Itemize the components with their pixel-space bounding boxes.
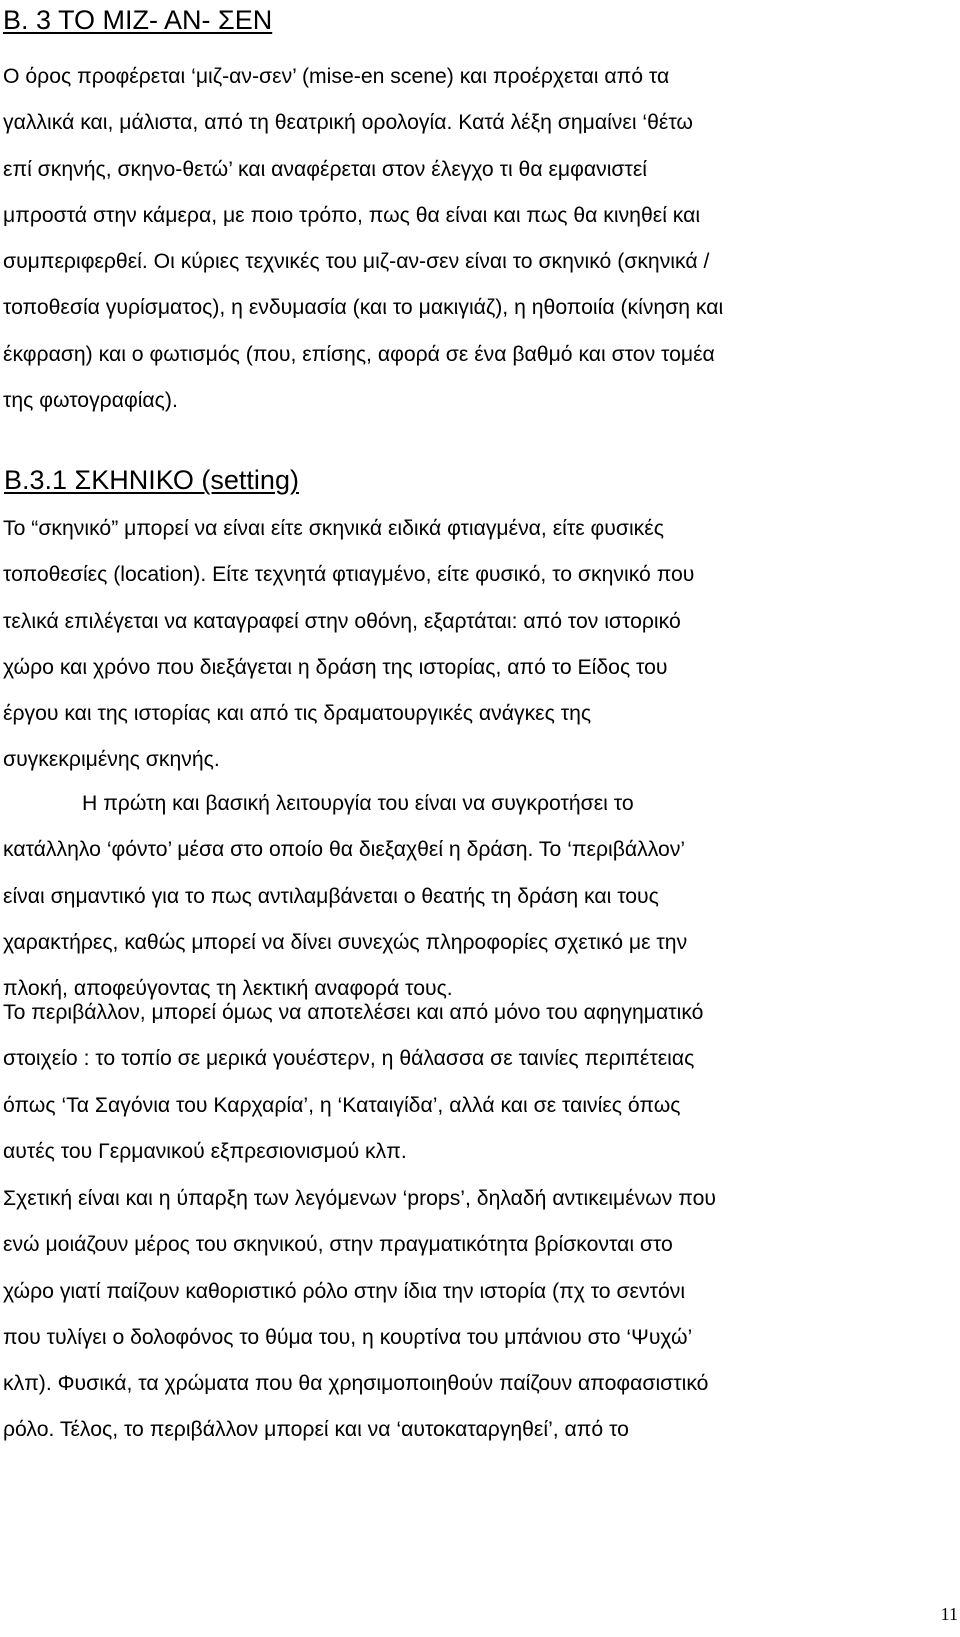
text-line: χώρο και χρόνο που διεξάγεται η δράση της ιστορίας, από το Είδος του bbox=[3, 655, 668, 679]
text-line: στοιχείο : το τοπίο σε μερικά γουέστερν, η θάλασσα σε ταινίες περιπέτειας bbox=[3, 1047, 695, 1071]
text-line: συμπεριφερθεί. Οι κύριες τεχνικές του μιζ-αν-σεν είναι το σκηνικό (σκηνικά / bbox=[3, 250, 710, 274]
text-line: τοποθεσία γυρίσματος), η ενδυμασία (και το μακιγιάζ), η ηθοποιία (κίνηση και bbox=[3, 296, 724, 320]
text-line: τελικά επιλέγεται να καταγραφεί στην οθόνη, εξαρτάται: από τον ιστορικό bbox=[3, 609, 681, 633]
text-line: της φωτογραφίας). bbox=[3, 389, 178, 413]
text-line: Το “σκηνικό” μπορεί να είναι είτε σκηνικά ειδικά φτιαγμένα, είτε φυσικές bbox=[3, 517, 664, 540]
text-line: όπως ‘Τα Σαγόνια του Καρχαρία’, η ‘Καταιγίδα’, αλλά και σε ταινίες όπως bbox=[3, 1093, 681, 1117]
text-line: είναι σημαντικό για το πως αντιλαμβάνεται ο θεατής τη δράση και τους bbox=[3, 884, 659, 908]
text-line: ενώ μοιάζουν μέρος του σκηνικού, στην πραγματικότητα βρίσκονται στο bbox=[3, 1233, 673, 1257]
text-line: κατάλληλο ‘φόντο’ μέσα στο οποίο θα διεξαχθεί η δράση. Το ‘περιβάλλον’ bbox=[3, 838, 686, 862]
text-line: Σχετική είναι και η ύπαρξη των λεγόμενων ‘props’, δηλαδή αντικειμένων που bbox=[3, 1187, 716, 1210]
section-heading: Β. 3 ΤΟ ΜΙΖ- ΑΝ- ΣΕΝ bbox=[3, 5, 273, 35]
text-line: έργου και της ιστορίας και από τις δραματουργικές ανάγκες της bbox=[3, 702, 592, 726]
text-line: κλπ). Φυσικά, τα χρώματα που θα χρησιμοποιηθούν παίζουν αποφασιστικό bbox=[3, 1372, 709, 1396]
text-line: γαλλικά και, μάλιστα, από τη θεατρική ορολογία. Κατά λέξη σημαίνει ‘θέτω bbox=[3, 111, 693, 135]
paragraph-setting bbox=[3, 506, 943, 784]
text-line: μπροστά στην κάμερα, με ποιο τρόπο, πως θα είναι και πως θα κινηθεί και bbox=[3, 203, 701, 227]
paragraph-props bbox=[3, 1176, 943, 1454]
text-line: αυτές του Γερμανικού εξπρεσιονισμού κλπ. bbox=[3, 1139, 407, 1163]
text-line: πλοκή, αποφεύγοντας τη λεκτική αναφορά τους. bbox=[3, 977, 453, 1001]
text-line: ρόλο. Τέλος, το περιβάλλον μπορεί και να ‘αυτοκαταργηθεί’, από το bbox=[3, 1418, 629, 1442]
page-number: 11 bbox=[940, 1604, 958, 1624]
text-line: επί σκηνής, σκηνο-θετώ’ και αναφέρεται στον έλεγχο τι θα εμφανιστεί bbox=[3, 157, 648, 181]
text-line: Ο όρος προφέρεται ‘μιζ-αν-σεν’ (mise-en scene) και προέρχεται από τα bbox=[3, 65, 670, 88]
text-line: Το περιβάλλον, μπορεί όμως να αποτελέσει και από μόνο του αφηγηματικό bbox=[3, 1001, 704, 1024]
text-line: χώρο γιατί παίζουν καθοριστικό ρόλο στην ίδια την ιστορία (πχ το σεντόνι bbox=[3, 1279, 686, 1303]
paragraph-environment bbox=[3, 990, 943, 1175]
text-line: χαρακτήρες, καθώς μπορεί να δίνει συνεχώς πληροφορίες σχετικό με την bbox=[3, 930, 688, 954]
paragraph-intro bbox=[3, 54, 943, 424]
subsection-heading: Β.3.1 ΣΚΗΝΙΚΟ (setting) bbox=[4, 465, 299, 495]
text-line: που τυλίγει ο δολοφόνος το θύμα του, η κουρτίνα του μπάνιου στο ‘Ψυχώ’ bbox=[3, 1325, 693, 1349]
text-line: τοποθεσίες (location). Είτε τεχνητά φτιαγμένο, είτε φυσικό, το σκηνικό που bbox=[3, 563, 695, 587]
text-line: έκφραση) και ο φωτισμός (που, επίσης, αφορά σε ένα βαθμό και στον τομέα bbox=[3, 342, 715, 366]
paragraph-function bbox=[3, 781, 943, 1012]
text-line: Η πρώτη και βασική λειτουργία του είναι να συγκροτήσει το bbox=[82, 792, 634, 815]
text-line: συγκεκριμένης σκηνής. bbox=[3, 748, 220, 772]
